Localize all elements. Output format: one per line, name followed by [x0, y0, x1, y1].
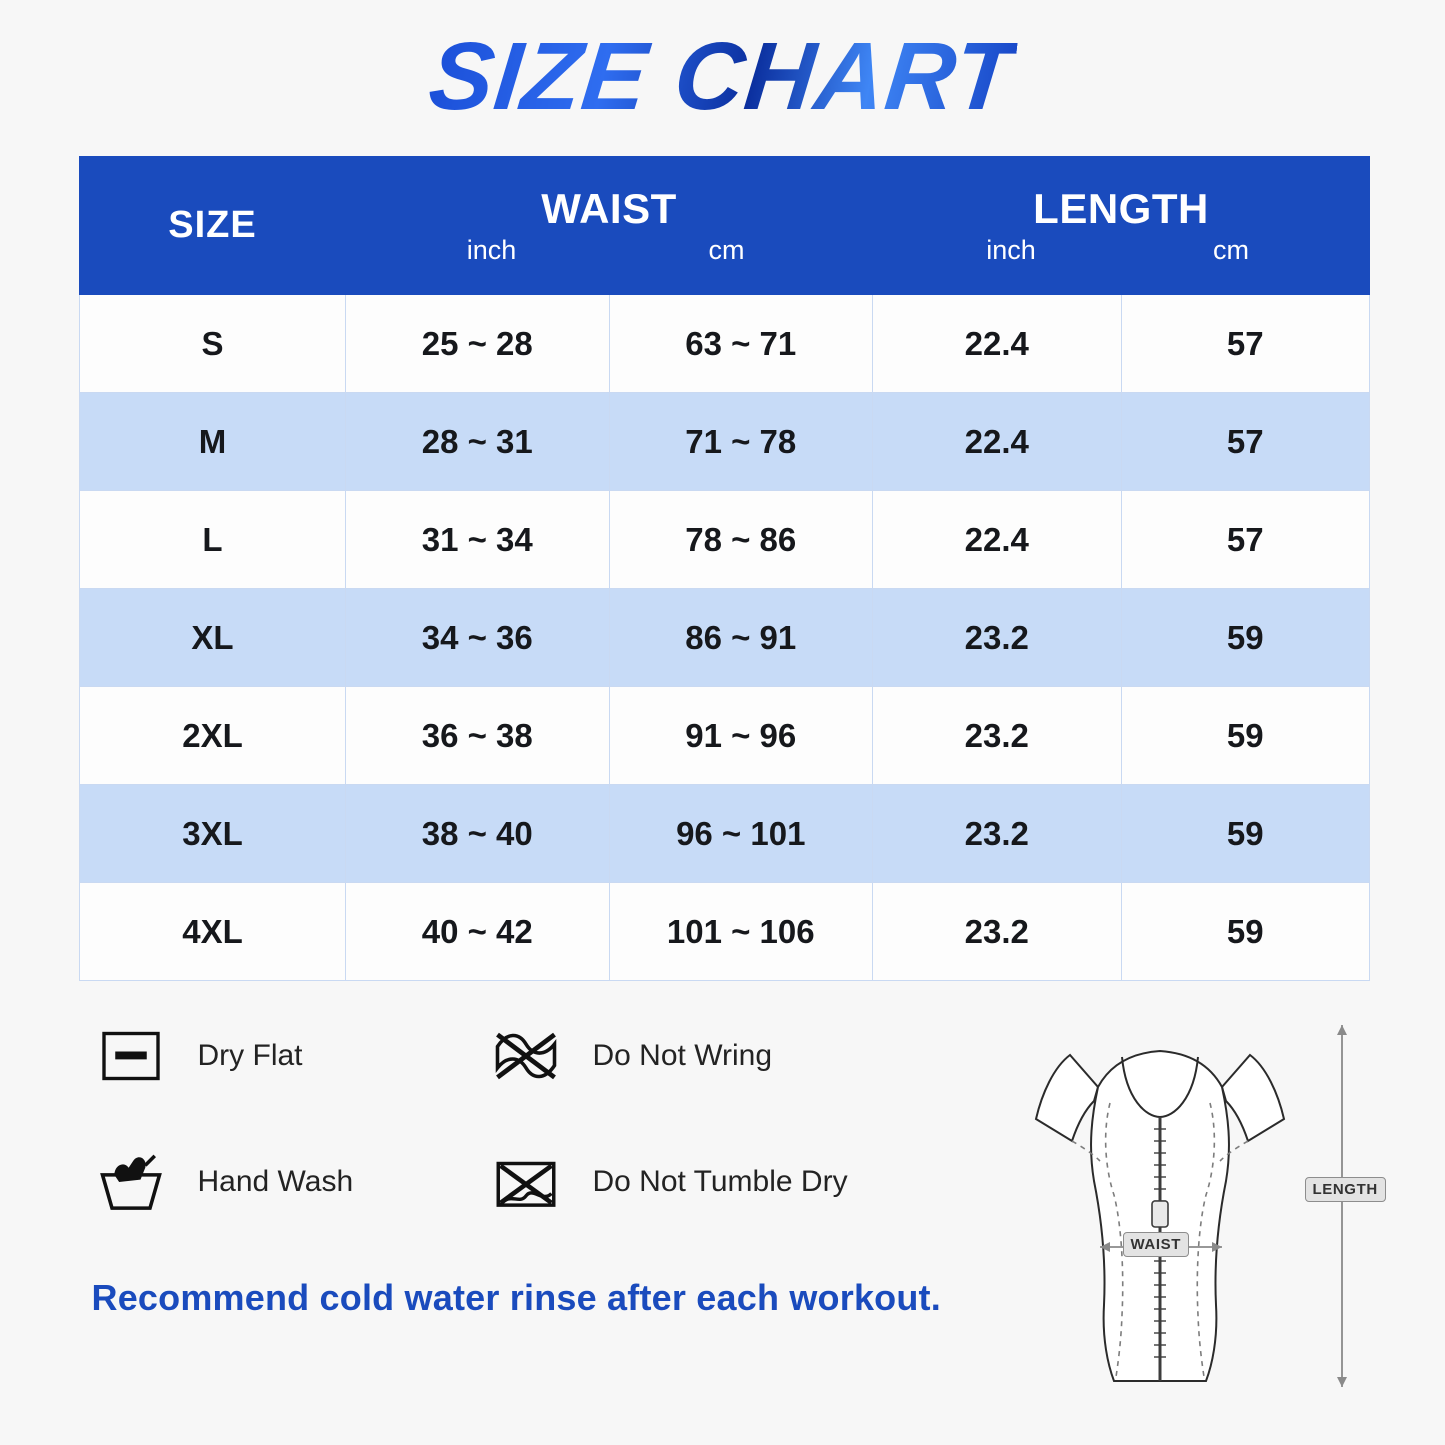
cell-size: S: [80, 295, 346, 393]
table-header: [80, 157, 1370, 295]
cell-waist-inch: 31 ~ 34: [346, 491, 610, 589]
do-not-tumble-dry-icon: [485, 1141, 567, 1223]
cell-length-cm: 57: [1121, 491, 1370, 589]
care-label-hand-wash: Hand Wash: [197, 1165, 354, 1198]
column-header-length: [873, 157, 1370, 295]
recommendation-text: Recommend cold water rinse after each workout.: [91, 1277, 941, 1318]
cell-waist-inch: 25 ~ 28: [346, 295, 610, 393]
table-row: [80, 589, 1370, 687]
care-label-do-not-wring: Do Not Wring: [592, 1039, 773, 1072]
cell-waist-cm: 78 ~ 86: [609, 491, 873, 589]
column-header-waist-label: WAIST: [541, 185, 677, 232]
care-item-do-not-tumble-dry: [485, 1141, 970, 1223]
cell-waist-cm: 91 ~ 96: [609, 687, 873, 785]
column-header-size: [80, 157, 346, 295]
cell-length-inch: 23.2: [873, 589, 1122, 687]
table-row: [80, 687, 1370, 785]
page-header: [0, 0, 1445, 132]
length-measure-tag: LENGTH: [1305, 1177, 1386, 1202]
hand-wash-icon: [90, 1141, 172, 1223]
care-label-do-not-tumble-dry: Do Not Tumble Dry: [592, 1165, 848, 1198]
cell-waist-cm: 101 ~ 106: [609, 883, 873, 981]
care-item-do-not-wring: [485, 1015, 970, 1097]
cell-size: 3XL: [80, 785, 346, 883]
cell-waist-inch: 28 ~ 31: [346, 393, 610, 491]
cell-waist-inch: 38 ~ 40: [346, 785, 610, 883]
length-unit-cm: cm: [1213, 235, 1249, 265]
page-title: SIZE CHART: [424, 23, 1021, 130]
table-body: [80, 295, 1370, 981]
size-chart-table: [79, 156, 1370, 981]
cell-size: XL: [80, 589, 346, 687]
cell-size: M: [80, 393, 346, 491]
table-row: [80, 785, 1370, 883]
do-not-wring-icon: [485, 1015, 567, 1097]
cell-size: 2XL: [80, 687, 346, 785]
cell-length-cm: 59: [1121, 589, 1370, 687]
cell-waist-inch: 40 ~ 42: [346, 883, 610, 981]
column-header-waist: [346, 157, 873, 295]
care-item-hand-wash: [90, 1141, 485, 1223]
waist-unit-cm: cm: [708, 235, 745, 265]
waist-unit-inch: inch: [466, 235, 517, 265]
cell-length-inch: 23.2: [873, 883, 1122, 981]
length-unit-inch: inch: [986, 235, 1036, 265]
table-header-row: [80, 157, 1370, 295]
cell-length-cm: 59: [1121, 785, 1370, 883]
garment-illustration: [970, 1015, 1388, 1319]
care-instructions: [58, 1015, 970, 1319]
cell-waist-cm: 96 ~ 101: [609, 785, 873, 883]
cell-waist-cm: 86 ~ 91: [609, 589, 873, 687]
column-header-length-label: LENGTH: [1033, 185, 1209, 232]
dry-flat-icon: [90, 1015, 172, 1097]
cell-waist-cm: 63 ~ 71: [609, 295, 873, 393]
table-row: [80, 491, 1370, 589]
cell-length-inch: 22.4: [873, 393, 1122, 491]
cell-length-cm: 59: [1121, 687, 1370, 785]
cell-size: 4XL: [80, 883, 346, 981]
care-label-dry-flat: Dry Flat: [197, 1039, 303, 1072]
table-row: [80, 295, 1370, 393]
care-item-dry-flat: [90, 1015, 485, 1097]
cell-waist-cm: 71 ~ 78: [609, 393, 873, 491]
waist-measure-tag: WAIST: [1123, 1232, 1190, 1257]
cell-length-inch: 23.2: [873, 785, 1122, 883]
column-header-size-label: SIZE: [168, 204, 257, 246]
cell-length-cm: 59: [1121, 883, 1370, 981]
table-row: [80, 883, 1370, 981]
cell-size: L: [80, 491, 346, 589]
cell-length-inch: 22.4: [873, 295, 1122, 393]
cell-length-inch: 22.4: [873, 491, 1122, 589]
cell-waist-inch: 34 ~ 36: [346, 589, 610, 687]
cell-length-cm: 57: [1121, 295, 1370, 393]
cell-length-inch: 23.2: [873, 687, 1122, 785]
cell-length-cm: 57: [1121, 393, 1370, 491]
table-row: [80, 393, 1370, 491]
size-chart-table-container: [79, 156, 1366, 981]
care-and-illustration-section: [58, 1015, 1388, 1319]
cell-waist-inch: 36 ~ 38: [346, 687, 610, 785]
